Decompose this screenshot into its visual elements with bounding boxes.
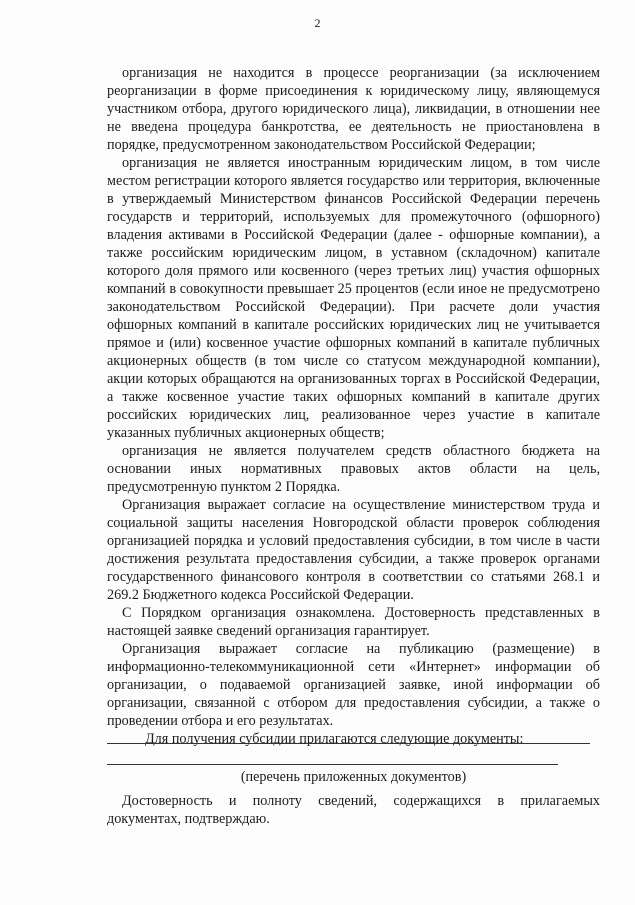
documents-caption: (перечень приложенных документов) [240,769,467,785]
document-body [107,64,600,748]
documents-intro: Для получения субсидии прилагаются следующие документы: [145,731,524,747]
paragraph-acknowledgement: С Порядком организация ознакомлена. Достоверность представленных в настоящей заявке сведений организация гарантирует. [107,605,600,639]
confirmation-statement: Достоверность и полноту сведений, содержащихся в прилагаемых документах, подтверждаю. [107,793,600,827]
paragraph-consent-to-inspections: Организация выражает согласие на осуществление министерством труда и социальной защиты населения Новгородской области проверок соблюдения организацией порядка и условий предоставления субсидии, в том числе в части достижения результата предоставления субсидии, а также проверок органами государственного финансового контроля в соответствии со статьями 268.1 и 269.2 Бюджетного кодекса Российской Федерации. [107,497,600,603]
paragraph-not-foreign-entity: организация не является иностранным юридическим лицом, в том числе местом регистрации которого является государство или территория, включенные в утверждаемый Министерством финансов Российской Федерации перечень государств и территорий, используемых для промежуточного (офшорного) владения активами в Российской Федерации (далее - офшорные компании), а также российским юридическим лицом, в уставном (складочном) капитале которого доля прямого или косвенного (через третьих лиц) участия офшорных компаний в совокупности превышает 25 процентов (если иное не предусмотрено законодательством Российской Федерации). При расчете доли участия офшорных компаний в капитале российских юридических лиц не учитывается прямое и (или) косвенное участие офшорных компаний в капитале публичных акционерных обществ (в том числе со статусом международной компании), акции которых обращаются на организованных торгах в Российской Федерации, а также косвенное участие таких офшорных компаний в капитале других российских юридических лиц, реализованное через участие в капитале указанных публичных акционерных обществ; [107,155,600,441]
paragraph-not-in-reorganization: организация не находится в процессе реорганизации (за исключением реорганизации в форме присоединения к юридическому лицу, являющемуся участником отбора, другого юридического лица), ликвидации, в отношении нее не введена процедура банкротства, ее деятельность не приостановлена в порядке, предусмотренном законодательством Российской Федерации; [107,65,600,153]
paragraph-consent-to-publication: Организация выражает согласие на публикацию (размещение) в информационно-телекоммуникационной сети «Интернет» информации об организации, о подаваемой организацией заявке, иной информации об организации, связанной с отбором для предоставления субсидии, а также о проведении отбора и его результатах. [107,641,600,729]
documents-blank-line-2 [107,764,558,765]
documents-blank-line-1 [107,743,590,744]
page-number: 2 [314,16,321,30]
paragraph-not-budget-recipient: организация не является получателем средств областного бюджета на основании иных нормативных правовых актов области на цель, предусмотренную пунктом 2 Порядка. [107,443,600,495]
